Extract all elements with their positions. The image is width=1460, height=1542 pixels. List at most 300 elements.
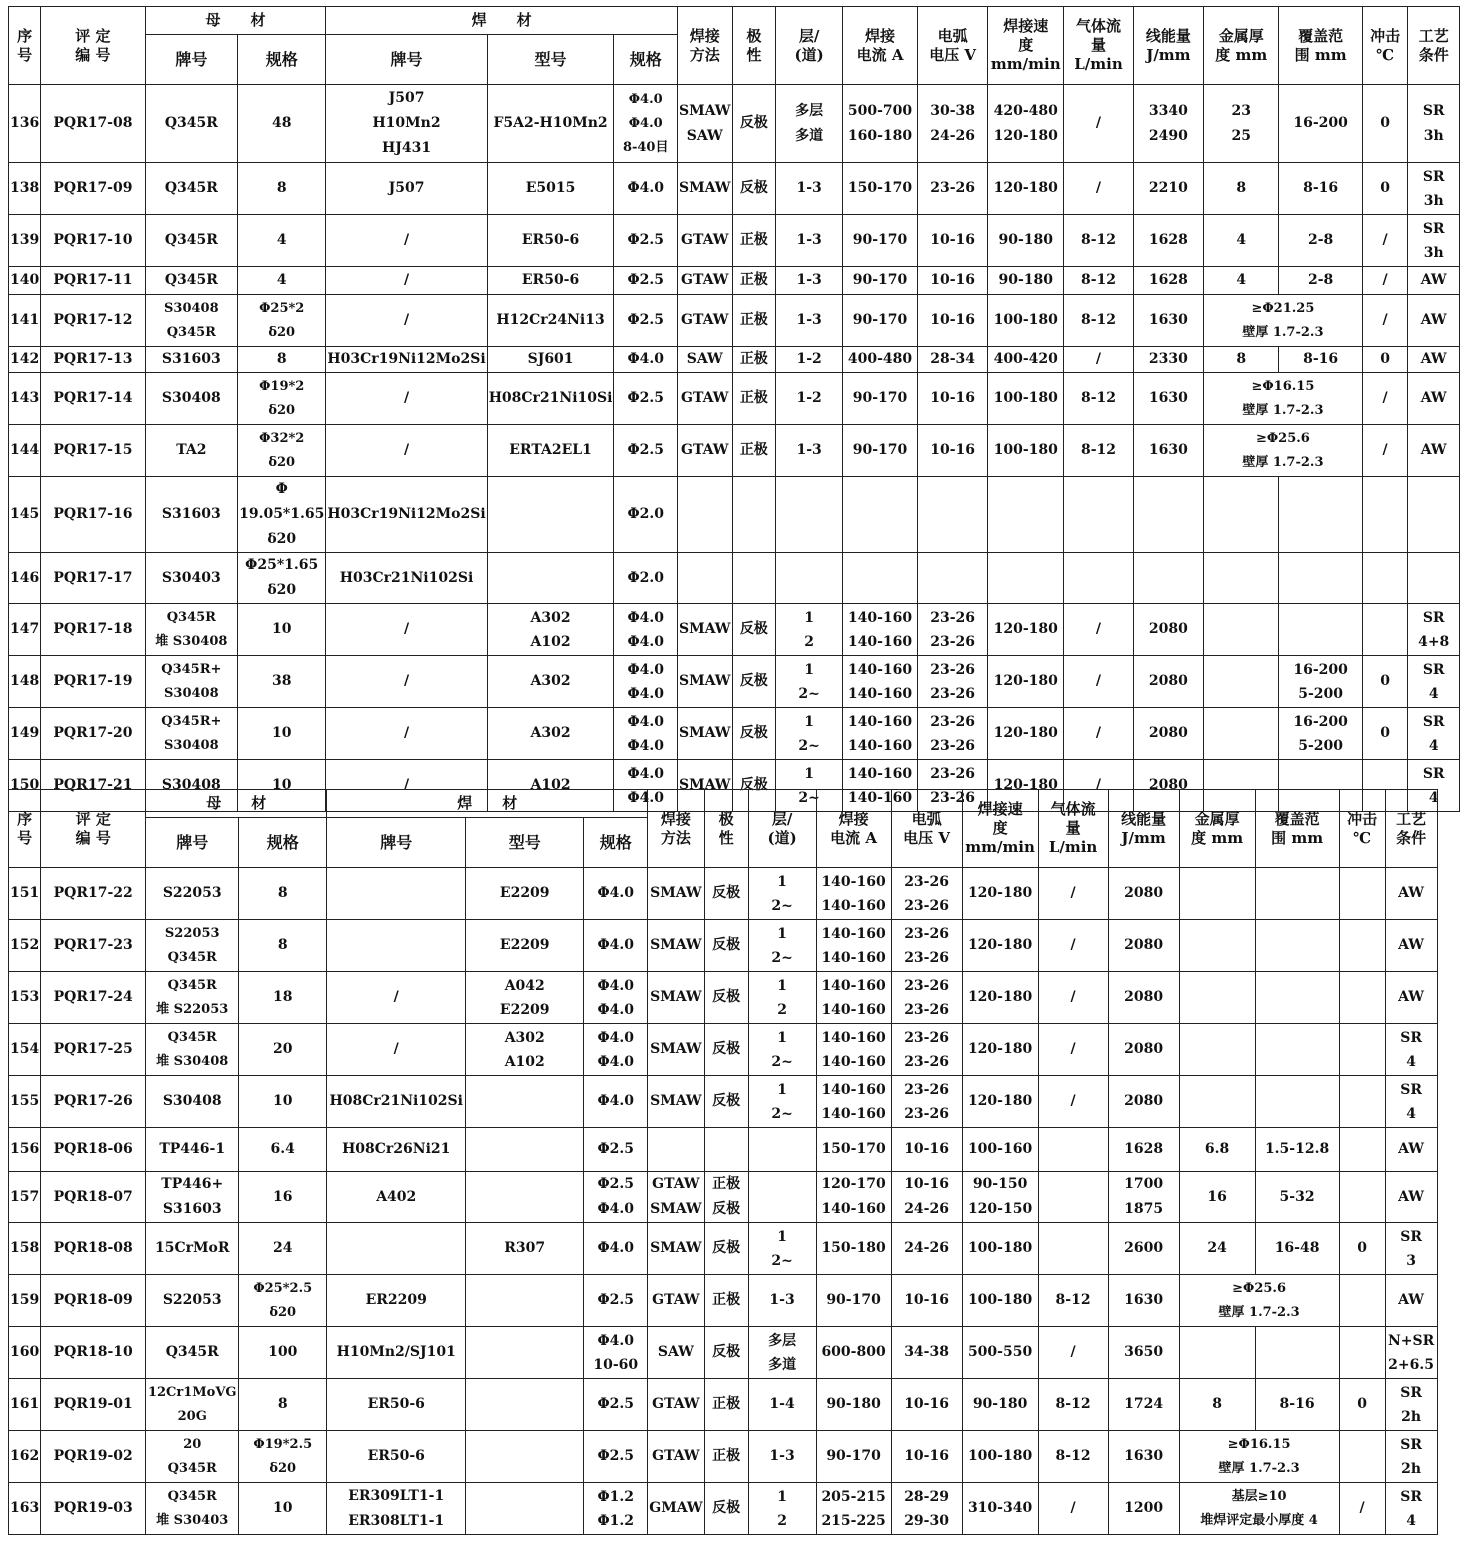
cell-bs: Φ25*2 δ20 [238, 295, 326, 347]
cell-bs: Φ32*2 δ20 [238, 425, 326, 477]
cell-seq: 143 [9, 373, 41, 425]
cell-id: PQR17-11 [41, 267, 145, 295]
table-row [9, 85, 1460, 163]
cell-seq: 152 [9, 920, 41, 972]
cell-s: 420-480 120-180 [988, 85, 1064, 163]
cell-id: PQR17-17 [41, 553, 145, 604]
cell-t: 8 [1204, 163, 1279, 215]
cell-bg: Q345R [145, 163, 238, 215]
cell-h: 1630 [1108, 1431, 1179, 1483]
cell-a: 90-180 [816, 1379, 891, 1431]
cell-id: PQR17-19 [41, 656, 145, 708]
header-row [9, 7, 1460, 35]
cell-s: 90-150 120-150 [962, 1172, 1038, 1223]
table-row [9, 1327, 1438, 1379]
cell-fs: Φ4.0 Φ4.0 [614, 708, 678, 760]
table-row [9, 215, 1460, 267]
cell-fs: Φ4.0 [584, 920, 648, 972]
cell-p: 正极 [732, 267, 776, 295]
cell-m: GTAW [678, 267, 733, 295]
cell-fg: / [326, 708, 487, 760]
cell-g: / [1038, 1024, 1108, 1076]
cell-r [1255, 1076, 1339, 1128]
cell-fs: Φ4.0 Φ4.0 [614, 656, 678, 708]
cell-t: 4 [1204, 267, 1279, 295]
cell-v: 10-16 [917, 425, 987, 477]
cell-seq: 148 [9, 656, 41, 708]
header-thickness: 金属厚 度 mm [1179, 790, 1255, 868]
cell-a: 90-170 [843, 215, 918, 267]
cell-g: / [1064, 656, 1133, 708]
cell-c: AW [1385, 972, 1437, 1024]
cell-ft: H12Cr24Ni13 [487, 295, 614, 347]
cell-h: 3340 2490 [1133, 85, 1203, 163]
cell-c: AW [1385, 1128, 1437, 1172]
cell-t: 24 [1179, 1223, 1255, 1275]
header-heat-input: 线能量 J/mm [1133, 7, 1203, 85]
cell-id: PQR17-09 [41, 163, 145, 215]
cell-t [1204, 477, 1279, 553]
cell-l: 1-3 [748, 1275, 816, 1327]
cell-h: 2080 [1133, 708, 1203, 760]
cell-fg: / [326, 215, 487, 267]
cell-r [1279, 604, 1362, 656]
cell-bg: Q345R [145, 85, 238, 163]
cell-ft: ERTA2EL1 [487, 425, 614, 477]
cell-g: 8-12 [1038, 1431, 1108, 1483]
cell-l: 1 2 [748, 1483, 816, 1535]
cell-ft [466, 1431, 584, 1483]
cell-thickness-range: ≥Φ16.15 壁厚 1.7-2.3 [1179, 1431, 1339, 1483]
cell-ft: ER50-6 [487, 267, 614, 295]
header-impact: 冲击 ℃ [1339, 790, 1385, 868]
cell-a [843, 553, 918, 604]
header-base-metal: 母 材 [145, 7, 326, 35]
cell-l: 1 2~ [776, 760, 843, 812]
header-thickness: 金属厚 度 mm [1204, 7, 1279, 85]
cell-v: 10-16 [891, 1275, 962, 1327]
cell-l: 1 2~ [776, 656, 843, 708]
cell-s: 100-180 [988, 373, 1064, 425]
cell-r: 8-16 [1279, 163, 1362, 215]
cell-bg: S22053 [146, 1275, 239, 1327]
cell-fs: Φ2.5 [584, 1275, 648, 1327]
cell-ft: E2209 [466, 920, 584, 972]
cell-s: 120-180 [962, 868, 1038, 920]
header-heat-input: 线能量 J/mm [1108, 790, 1179, 868]
cell-m: SAW [648, 1327, 704, 1379]
cell-s: 100-180 [962, 1275, 1038, 1327]
cell-bs: 8 [238, 347, 326, 373]
cell-bg: S31603 [145, 477, 238, 553]
cell-fg [327, 868, 466, 920]
cell-g: 8-12 [1064, 295, 1133, 347]
cell-fg: H03Cr19Ni12Mo2Si [326, 477, 487, 553]
cell-t [1179, 972, 1255, 1024]
cell-t [1179, 920, 1255, 972]
cell-s: 120-180 [962, 1024, 1038, 1076]
cell-fs: Φ4.0 [584, 1076, 648, 1128]
cell-l: 1-3 [776, 267, 843, 295]
cell-bg: S30408 Q345R [145, 295, 238, 347]
cell-v: 23-26 23-26 [891, 1024, 962, 1076]
cell-s: 120-180 [962, 920, 1038, 972]
cell-c: AW [1385, 1172, 1437, 1223]
cell-c: SR 3h [1408, 163, 1460, 215]
cell-c: AW [1385, 868, 1437, 920]
cell-fg: J507 H10Mn2 HJ431 [326, 85, 487, 163]
cell-bs: 8 [238, 163, 326, 215]
cell-fg: H08Cr26Ni21 [327, 1128, 466, 1172]
cell-m: SAW [678, 347, 733, 373]
cell-h: 1628 [1133, 215, 1203, 267]
cell-l: 1 2 [776, 604, 843, 656]
table-row [9, 972, 1438, 1024]
cell-bs: 10 [238, 760, 326, 812]
cell-v: 23-26 23-26 [917, 760, 987, 812]
cell-r [1255, 972, 1339, 1024]
cell-g: 8-12 [1038, 1275, 1108, 1327]
cell-h: 2330 [1133, 347, 1203, 373]
cell-c: AW [1408, 295, 1460, 347]
cell-l: 1-3 [776, 215, 843, 267]
cell-id: PQR17-22 [41, 868, 146, 920]
cell-r [1279, 477, 1362, 553]
header-condition: 工艺 条件 [1408, 7, 1460, 85]
cell-id: PQR17-15 [41, 425, 145, 477]
cell-fs: Φ2.5 [584, 1379, 648, 1431]
cell-l [776, 477, 843, 553]
cell-a: 150-170 [816, 1128, 891, 1172]
cell-i [1339, 1431, 1385, 1483]
cell-g [1038, 1172, 1108, 1223]
table-row [9, 295, 1460, 347]
cell-t: 6.8 [1179, 1128, 1255, 1172]
cell-r: 8-16 [1255, 1379, 1339, 1431]
cell-h: 1630 [1108, 1275, 1179, 1327]
cell-ft: A302 A102 [487, 604, 614, 656]
cell-a: 90-170 [843, 373, 918, 425]
cell-g: / [1064, 604, 1133, 656]
cell-l: 多层 多道 [776, 85, 843, 163]
cell-bs: 38 [238, 656, 326, 708]
cell-seq: 157 [9, 1172, 41, 1223]
cell-ft [466, 1483, 584, 1535]
cell-m: GTAW [648, 1379, 704, 1431]
cell-c: SR 4+8 [1408, 604, 1460, 656]
cell-m [678, 553, 733, 604]
cell-ft [487, 477, 614, 553]
cell-l: 1-3 [776, 295, 843, 347]
cell-r: 1.5-12.8 [1255, 1128, 1339, 1172]
cell-g: 8-12 [1064, 215, 1133, 267]
cell-seq: 138 [9, 163, 41, 215]
cell-m: GTAW [678, 425, 733, 477]
cell-fg [327, 920, 466, 972]
cell-m: GTAW SMAW [648, 1172, 704, 1223]
cell-g: / [1064, 708, 1133, 760]
cell-h: 1724 [1108, 1379, 1179, 1431]
cell-c: SR 4 [1408, 708, 1460, 760]
cell-a: 90-170 [843, 295, 918, 347]
cell-s: 100-180 [988, 295, 1064, 347]
cell-seq: 140 [9, 267, 41, 295]
table-row [9, 1483, 1438, 1535]
cell-v [917, 477, 987, 553]
header-range: 覆盖范 围 mm [1279, 7, 1362, 85]
cell-seq: 144 [9, 425, 41, 477]
cell-seq: 156 [9, 1128, 41, 1172]
cell-i: / [1362, 295, 1408, 347]
table-row [9, 604, 1460, 656]
cell-bg: S22053 [146, 868, 239, 920]
cell-thickness-range: ≥Φ21.25 壁厚 1.7-2.3 [1204, 295, 1363, 347]
cell-bs: 10 [238, 708, 326, 760]
cell-i [1339, 972, 1385, 1024]
cell-fg: H03Cr21Ni102Si [326, 553, 487, 604]
cell-seq: 145 [9, 477, 41, 553]
cell-id: PQR17-12 [41, 295, 145, 347]
cell-bs: 10 [238, 604, 326, 656]
cell-c [1408, 477, 1460, 553]
cell-p: 反极 [704, 920, 748, 972]
cell-a: 90-170 [816, 1431, 891, 1483]
cell-t [1179, 868, 1255, 920]
cell-h: 2080 [1108, 1024, 1179, 1076]
pqr-table-1 [8, 6, 1460, 812]
cell-fg: A402 [327, 1172, 466, 1223]
cell-m: SMAW [678, 760, 733, 812]
cell-bg: S31603 [145, 347, 238, 373]
cell-h: 2080 [1108, 1076, 1179, 1128]
cell-t: 8 [1179, 1379, 1255, 1431]
table-row [9, 1076, 1438, 1128]
cell-bs: 8 [239, 1379, 327, 1431]
cell-r: 16-48 [1255, 1223, 1339, 1275]
header-condition: 工艺 条件 [1385, 790, 1437, 868]
header-gas-flow: 气体流 量 L/min [1064, 7, 1133, 85]
cell-p: 反极 [704, 972, 748, 1024]
cell-c: SR 3h [1408, 85, 1460, 163]
table-row [9, 920, 1438, 972]
cell-fs: Φ4.0 Φ4.0 8-40目 [614, 85, 678, 163]
cell-bg: Q345R+ S30408 [145, 708, 238, 760]
cell-id: PQR18-06 [41, 1128, 146, 1172]
cell-i: 0 [1339, 1379, 1385, 1431]
cell-id: PQR17-13 [41, 347, 145, 373]
cell-c: SR 4 [1408, 656, 1460, 708]
cell-g: 8-12 [1038, 1379, 1108, 1431]
table-row [9, 425, 1460, 477]
cell-id: PQR17-14 [41, 373, 145, 425]
cell-fg: / [326, 373, 487, 425]
cell-fs: Φ4.0 [584, 1223, 648, 1275]
cell-seq: 146 [9, 553, 41, 604]
header-speed: 焊接速 度 mm/min [988, 7, 1064, 85]
cell-seq: 161 [9, 1379, 41, 1431]
cell-a: 140-160 140-160 [816, 972, 891, 1024]
header-base-spec: 规格 [238, 35, 326, 85]
cell-id: PQR17-10 [41, 215, 145, 267]
cell-r [1255, 1024, 1339, 1076]
cell-i [1362, 604, 1408, 656]
cell-a: 90-170 [816, 1275, 891, 1327]
cell-bg: S30408 [145, 760, 238, 812]
cell-fs: Φ2.5 [614, 425, 678, 477]
cell-ft: A302 A102 [466, 1024, 584, 1076]
cell-ft: A042 E2209 [466, 972, 584, 1024]
cell-s: 100-180 [962, 1223, 1038, 1275]
cell-fg: / [326, 425, 487, 477]
cell-i: 0 [1362, 347, 1408, 373]
header-speed: 焊接速 度 mm/min [962, 790, 1038, 868]
cell-seq: 163 [9, 1483, 41, 1535]
cell-r: 5-32 [1255, 1172, 1339, 1223]
cell-bs: 8 [239, 920, 327, 972]
cell-l: 1 2~ [748, 920, 816, 972]
cell-ft [466, 1379, 584, 1431]
cell-c: SR 4 [1385, 1076, 1437, 1128]
cell-bg: S30408 [145, 373, 238, 425]
cell-seq: 151 [9, 868, 41, 920]
cell-h: 1630 [1133, 295, 1203, 347]
table-row [9, 347, 1460, 373]
cell-v: 23-26 23-26 [917, 604, 987, 656]
cell-seq: 142 [9, 347, 41, 373]
cell-a: 400-480 [843, 347, 918, 373]
cell-c: AW [1408, 347, 1460, 373]
cell-s [988, 477, 1064, 553]
cell-s [988, 553, 1064, 604]
cell-fs: Φ2.0 [614, 553, 678, 604]
cell-i: / [1362, 425, 1408, 477]
cell-id: PQR17-20 [41, 708, 145, 760]
cell-c: SR 4 [1385, 1483, 1437, 1535]
cell-bs: 100 [239, 1327, 327, 1379]
cell-id: PQR18-09 [41, 1275, 146, 1327]
cell-v: 10-16 [917, 267, 987, 295]
cell-bs: Φ 19.05*1.65 δ20 [238, 477, 326, 553]
table-row [9, 868, 1438, 920]
cell-p: 反极 [704, 1024, 748, 1076]
cell-r: 8-16 [1279, 347, 1362, 373]
cell-c: AW [1408, 267, 1460, 295]
cell-c: AW [1408, 425, 1460, 477]
header-current: 焊接 电流 A [843, 7, 918, 85]
header-id: 评 定 编 号 [41, 790, 146, 868]
cell-v: 23-26 23-26 [917, 656, 987, 708]
cell-seq: 147 [9, 604, 41, 656]
header-voltage: 电弧 电压 V [891, 790, 962, 868]
cell-g: / [1064, 85, 1133, 163]
cell-p: 正极 [732, 215, 776, 267]
cell-a: 140-160 140-160 [816, 1076, 891, 1128]
cell-h: 2080 [1108, 972, 1179, 1024]
table-row [9, 1172, 1438, 1223]
table-row [9, 477, 1460, 553]
cell-c: SR 4 [1408, 760, 1460, 812]
pqr-table-2 [8, 789, 1438, 1535]
cell-i [1339, 1128, 1385, 1172]
cell-c: AW [1385, 920, 1437, 972]
cell-bs: 8 [239, 868, 327, 920]
cell-fs: Φ2.5 [614, 373, 678, 425]
cell-g: / [1064, 760, 1133, 812]
cell-bs: 20 [239, 1024, 327, 1076]
cell-fg [327, 1223, 466, 1275]
cell-fs: Φ2.5 [614, 215, 678, 267]
cell-p: 反极 [732, 163, 776, 215]
cell-h: 2600 [1108, 1223, 1179, 1275]
header-id: 评 定 编 号 [41, 7, 145, 85]
cell-v: 10-16 [891, 1431, 962, 1483]
table-row [9, 1431, 1438, 1483]
cell-r [1279, 553, 1362, 604]
cell-i [1339, 1275, 1385, 1327]
cell-p: 正极 [732, 295, 776, 347]
cell-p: 反极 [704, 1076, 748, 1128]
cell-v: 10-16 24-26 [891, 1172, 962, 1223]
cell-fs: Φ4.0 [584, 868, 648, 920]
cell-c: SR 2h [1385, 1431, 1437, 1483]
cell-id: PQR18-08 [41, 1223, 146, 1275]
cell-v: 28-29 29-30 [891, 1483, 962, 1535]
cell-t [1204, 708, 1279, 760]
cell-m: SMAW SAW [678, 85, 733, 163]
table-row [9, 1275, 1438, 1327]
cell-l: 1 2 [748, 972, 816, 1024]
cell-fg: / [326, 656, 487, 708]
cell-g: 8-12 [1064, 267, 1133, 295]
cell-thickness-range: ≥Φ25.6 壁厚 1.7-2.3 [1204, 425, 1363, 477]
cell-i: 0 [1339, 1223, 1385, 1275]
cell-m: SMAW [648, 868, 704, 920]
cell-bs: 10 [239, 1483, 327, 1535]
cell-i [1339, 1327, 1385, 1379]
cell-bs: 48 [238, 85, 326, 163]
cell-bs: 18 [239, 972, 327, 1024]
cell-ft: ER50-6 [487, 215, 614, 267]
cell-v: 30-38 24-26 [917, 85, 987, 163]
cell-m: SMAW [678, 708, 733, 760]
cell-fs: Φ4.0 [614, 163, 678, 215]
cell-s: 120-180 [988, 656, 1064, 708]
cell-g: 8-12 [1064, 425, 1133, 477]
header-filler-spec: 规格 [614, 35, 678, 85]
cell-c: AW [1385, 1275, 1437, 1327]
cell-fs: Φ2.5 [614, 295, 678, 347]
cell-fs: Φ4.0 Φ4.0 [614, 604, 678, 656]
header-impact: 冲击 ℃ [1362, 7, 1408, 85]
header-polarity: 极 性 [704, 790, 748, 868]
cell-l: 1 2~ [748, 1076, 816, 1128]
cell-id: PQR18-10 [41, 1327, 146, 1379]
cell-v: 23-26 23-26 [891, 972, 962, 1024]
cell-g [1038, 1128, 1108, 1172]
cell-ft: F5A2-H10Mn2 [487, 85, 614, 163]
cell-s: 120-180 [988, 163, 1064, 215]
cell-fg: / [326, 760, 487, 812]
cell-ft: A302 [487, 708, 614, 760]
cell-p [732, 553, 776, 604]
cell-bs: 10 [239, 1076, 327, 1128]
header-base-spec: 规格 [239, 818, 327, 868]
cell-v: 10-16 [891, 1379, 962, 1431]
cell-fg: ER50-6 [327, 1431, 466, 1483]
cell-bg: Q345R 堆 S30403 [146, 1483, 239, 1535]
cell-l: 1 2~ [776, 708, 843, 760]
cell-fs: Φ2.5 [614, 267, 678, 295]
